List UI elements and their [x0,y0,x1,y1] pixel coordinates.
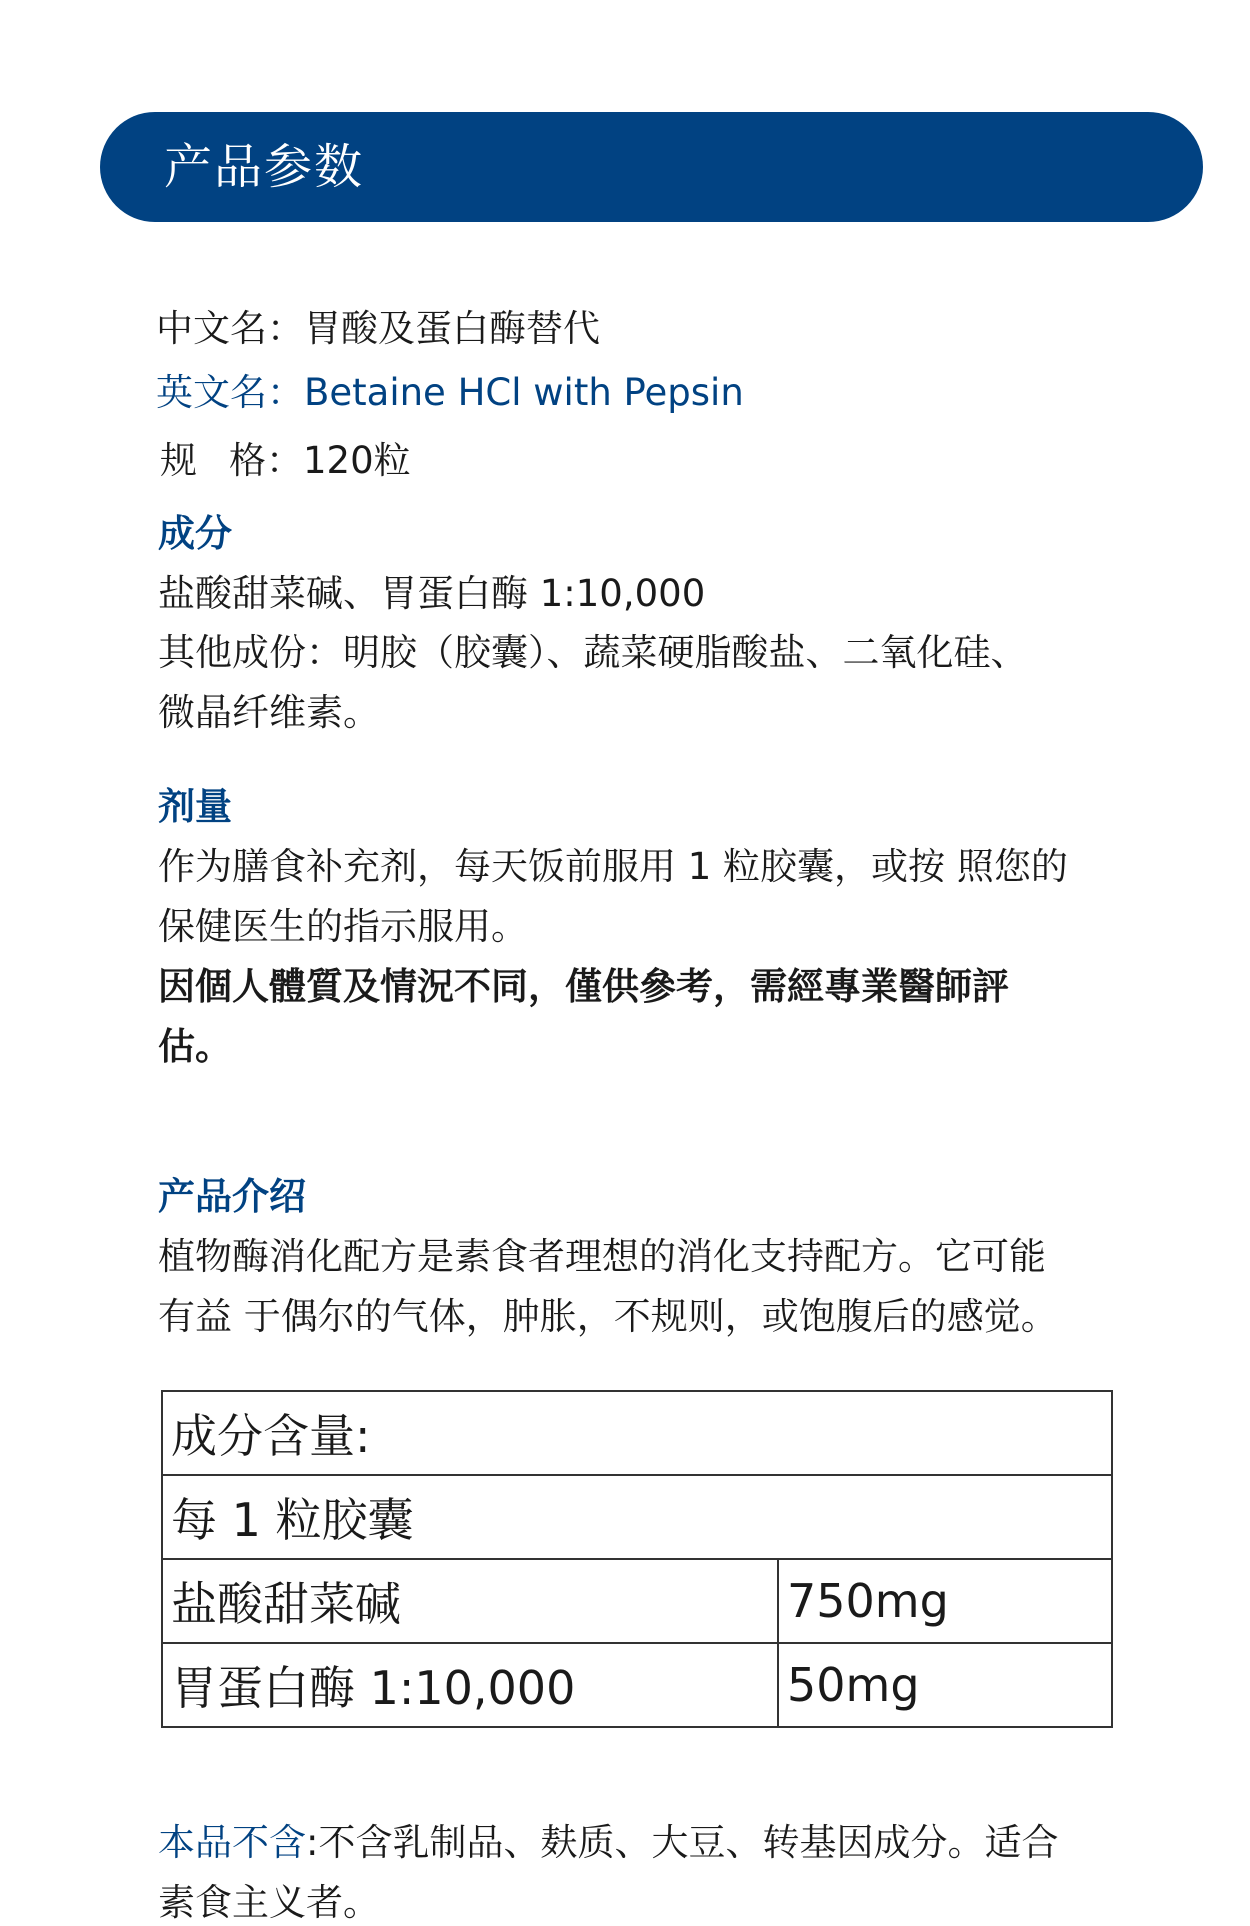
intro-line-2: 有益 于偶尔的气体，肿胀，不规则，或饱腹后的感觉。 [158,1295,1058,1338]
table-cell-amount: 50mg [778,1643,1112,1727]
table-row [162,1643,1112,1727]
spec-label-second: 格： [229,439,303,482]
spec-row [160,430,411,484]
excludes-text-1: :不含乳制品、麸质、大豆、转基因成分。适合 [306,1821,1059,1864]
chinese-name-row [156,298,600,352]
intro-line-1: 植物酶消化配方是素食者理想的消化支持配方。它可能 [158,1235,1046,1278]
english-name-row [156,362,744,416]
table-serving-row [162,1475,1112,1559]
ingredient-table [161,1390,1113,1728]
chinese-name-value: 胃酸及蛋白酶替代 [304,307,600,350]
english-name-value: Betaine HCl with Pepsin [304,371,744,414]
ingredients-heading: 成分 [158,512,232,555]
table-cell-name: 胃蛋白酶 1:10,000 [162,1643,778,1727]
chinese-name-label: 中文名： [156,307,304,350]
spec-label-first: 规 [160,439,197,482]
spec-value: 120粒 [303,439,411,482]
dosage-note-line-1: 因個人體質及情況不同，僅供參考，需經專業醫師評 [158,965,1009,1008]
ingredients-line-1: 盐酸甜菜碱、胃蛋白酶 1:10,000 [158,572,706,615]
excludes-label: 本品不含 [158,1821,306,1864]
table-cell-amount: 750mg [778,1559,1112,1643]
section-header-bar [100,112,1203,222]
english-name-label: 英文名： [156,371,304,414]
table-title: 成分含量: [162,1391,1112,1475]
table-cell-name: 盐酸甜菜碱 [162,1559,778,1643]
section-header-title: 产品参数 [164,139,365,195]
dosage-line-1: 作为膳食补充剂，每天饭前服用 1 粒胶囊，或按 照您的 [158,845,1068,888]
ingredients-line-2: 其他成份：明胶（胶囊）、蔬菜硬脂酸盐、二氧化硅、 [158,631,1028,674]
dosage-note-line-2: 估。 [158,1025,232,1068]
excludes-line-1 [158,1812,1058,1866]
ingredients-line-3: 微晶纤维素。 [158,691,380,734]
table-serving: 每 1 粒胶囊 [162,1475,1112,1559]
intro-heading: 产品介绍 [158,1175,306,1218]
dosage-line-2: 保健医生的指示服用。 [158,905,528,948]
excludes-line-2: 素食主义者。 [158,1881,380,1924]
table-title-row [162,1391,1112,1475]
table-row [162,1559,1112,1643]
dosage-heading: 剂量 [158,785,232,828]
